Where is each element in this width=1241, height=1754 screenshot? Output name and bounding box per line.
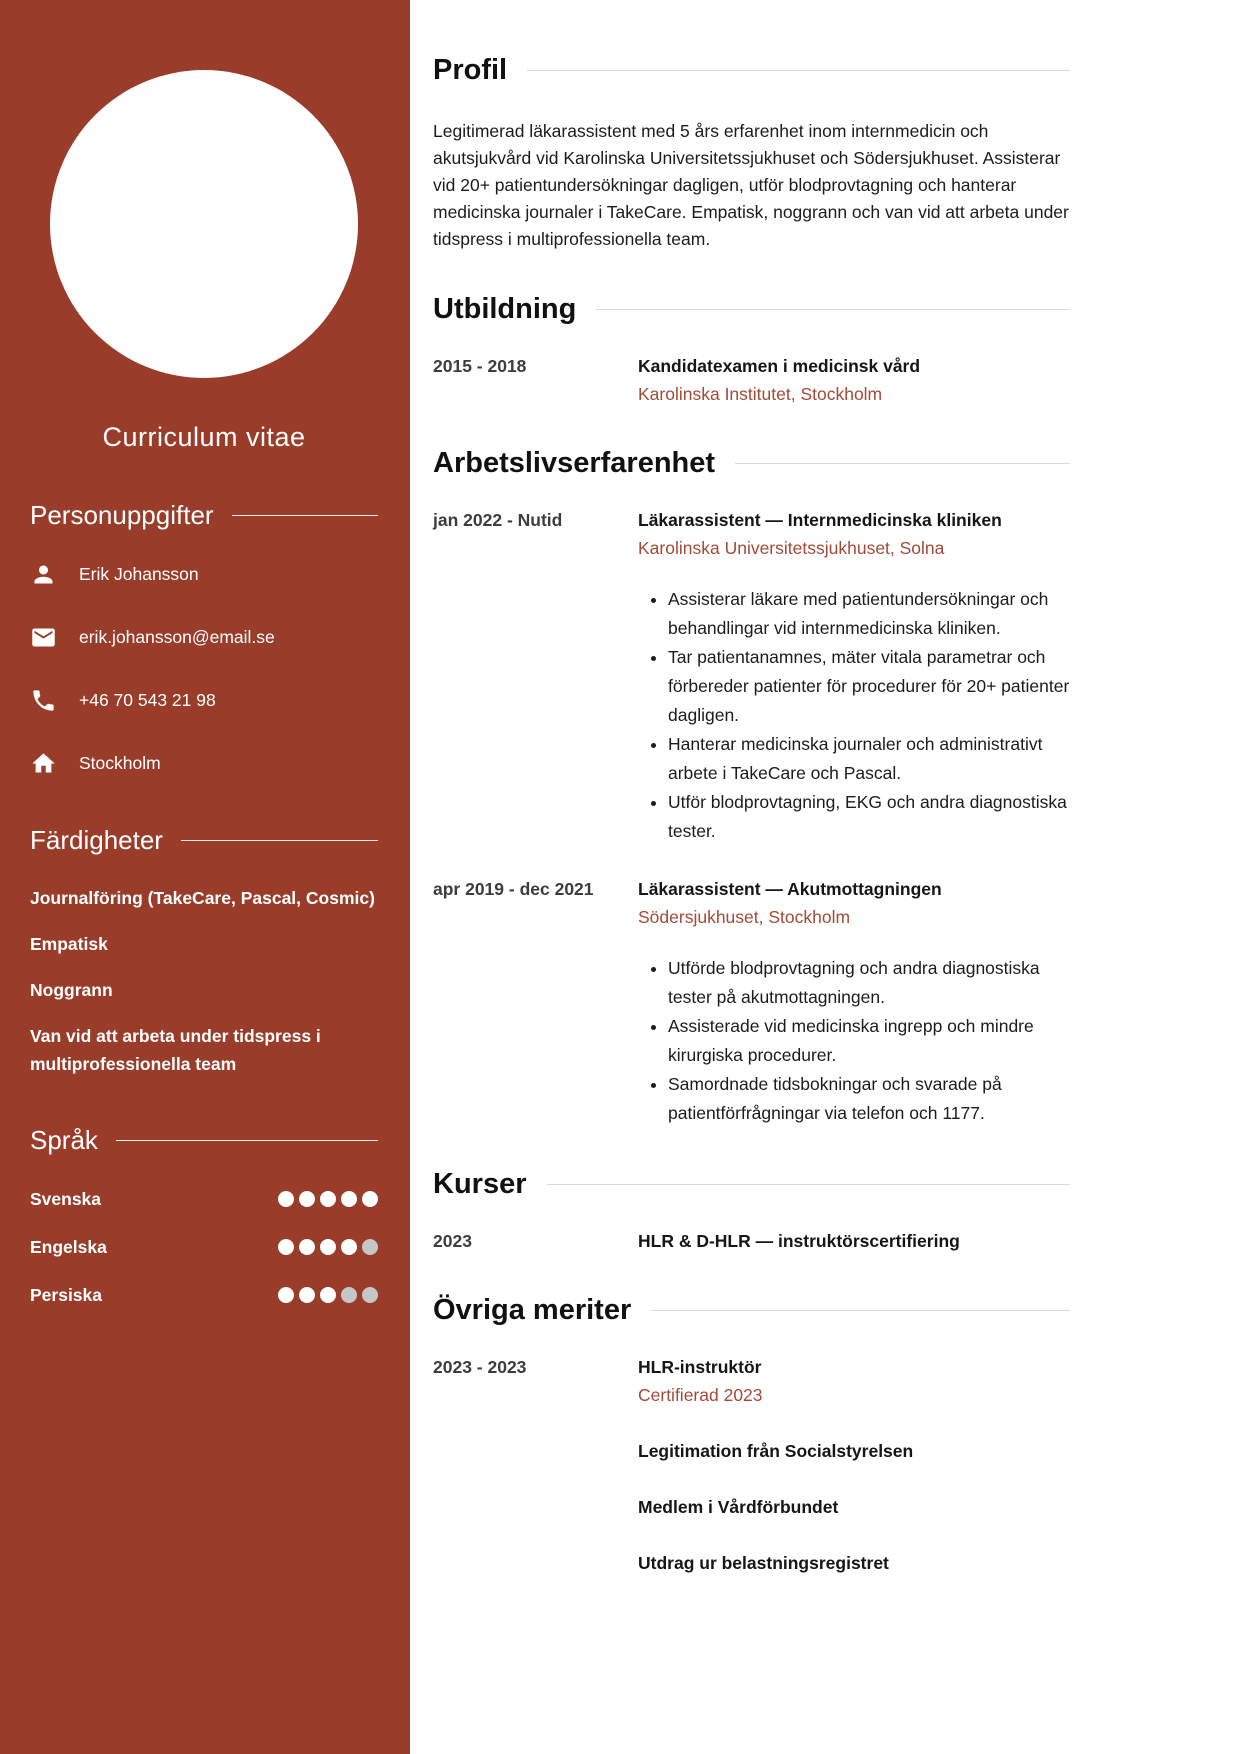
entry-body	[638, 353, 1070, 407]
home-icon	[30, 750, 57, 777]
entry-dates: 2023 - 2023	[433, 1357, 527, 1377]
skills-heading	[30, 822, 378, 858]
education-entry	[433, 353, 1070, 407]
language-name: Svenska	[30, 1188, 102, 1209]
entry-title: HLR & D-HLR — instruktörscertifiering	[638, 1231, 960, 1251]
other-merits-heading-label: Övriga meriter	[433, 1294, 632, 1326]
entry-title: Utdrag ur belastningsregistret	[638, 1553, 889, 1573]
entry-subtitle: Södersjukhuset, Stockholm	[638, 907, 851, 927]
person-icon	[30, 561, 57, 588]
entry-title: Läkarassistent — Akutmottagningen	[638, 879, 942, 899]
contact-list	[30, 559, 378, 778]
education-heading	[433, 291, 1070, 327]
bullet-item: • Samordnade tidsbokningar och svarade på patientförfrågningar via telefon och 1177.	[668, 1070, 1070, 1128]
entry-body	[638, 1550, 1070, 1576]
heading-rule	[527, 70, 1070, 71]
skill-item: Van vid att arbeta under tidspress i multiprofessionella team	[30, 1026, 321, 1074]
entry-title: Medlem i Vårdförbundet	[638, 1497, 839, 1517]
skill-item: Empatisk	[30, 934, 108, 954]
merit-entry	[433, 1494, 1070, 1520]
entry-body	[638, 507, 1070, 846]
education-heading-label: Utbildning	[433, 293, 577, 325]
language-level-dot-empty	[341, 1287, 357, 1303]
language-level-dot-filled	[341, 1191, 357, 1207]
entry-subtitle: Certifierad 2023	[638, 1385, 763, 1405]
entry-dates	[433, 1438, 638, 1464]
language-level-dot-filled	[341, 1239, 357, 1255]
entry-title: Legitimation från Socialstyrelsen	[638, 1441, 914, 1461]
section-education	[433, 291, 1070, 407]
courses-heading-label: Kurser	[433, 1168, 527, 1200]
heading-rule	[181, 840, 378, 841]
language-level-dot-filled	[299, 1239, 315, 1255]
language-level-dot-filled	[362, 1191, 378, 1207]
bullet-item: • Utförde blodprovtagning och andra diagnostiska tester på akutmottagningen.	[668, 954, 1070, 1012]
other-merits-heading	[433, 1292, 1070, 1328]
language-level-dot-filled	[320, 1287, 336, 1303]
entry-dates	[433, 1494, 638, 1520]
entry-dates: jan 2022 - Nutid	[433, 510, 563, 530]
languages-heading	[30, 1122, 378, 1158]
skill-item: Journalföring (TakeCare, Pascal, Cosmic)	[30, 888, 375, 908]
contact-name-text: Erik Johansson	[79, 563, 199, 584]
contact-location-text: Stockholm	[79, 752, 161, 773]
entry-body	[638, 1354, 1070, 1408]
section-courses	[433, 1166, 1070, 1254]
entry-body	[638, 1494, 1070, 1520]
entry-dates	[433, 1550, 638, 1576]
entry-title: HLR-instruktör	[638, 1357, 762, 1377]
merit-entry	[433, 1354, 1070, 1408]
phone-icon	[30, 687, 57, 714]
entry-bullets	[638, 585, 1070, 846]
entry-dates: apr 2019 - dec 2021	[433, 879, 594, 899]
merit-entry	[433, 1438, 1070, 1464]
profile-text: Legitimerad läkarassistent med 5 års erfarenhet inom internmedicin och akutsjukvård vid Karolinska Universitetssjukhuset och Södersjukhuset. Assisterar vid 20+ patientundersökningar dagligen, utför blodprovtagning och hanterar medicinska journaler i TakeCare. Empatisk, noggrann och van vid att arbeta under tidspress i multiprofessionella team.	[433, 121, 1069, 249]
experience-entry	[433, 507, 1070, 846]
section-profile	[433, 52, 1070, 253]
heading-rule	[596, 309, 1070, 310]
language-level-dot-empty	[362, 1287, 378, 1303]
heading-rule	[735, 463, 1070, 464]
personal-info-heading-label: Personuppgifter	[30, 500, 214, 530]
cv-title: Curriculum vitae	[102, 422, 306, 452]
experience-heading-label: Arbetslivserfarenhet	[433, 447, 716, 479]
sidebar	[0, 0, 410, 1754]
profile-heading-label: Profil	[433, 54, 508, 86]
contact-item-phone	[30, 685, 378, 715]
language-level-dot-filled	[320, 1191, 336, 1207]
languages-heading-label: Språk	[30, 1125, 98, 1155]
heading-rule	[116, 1140, 378, 1141]
personal-info-heading	[30, 497, 378, 533]
language-level-dot-empty	[362, 1239, 378, 1255]
contact-item-email	[30, 622, 378, 652]
mail-icon	[30, 624, 57, 651]
language-level-dots	[273, 1287, 378, 1303]
entry-title: Kandidatexamen i medicinsk vård	[638, 356, 921, 376]
heading-rule	[651, 1310, 1070, 1311]
language-level-dot-filled	[278, 1191, 294, 1207]
courses-heading	[433, 1166, 1070, 1202]
bullet-item: • Assisterade vid medicinska ingrepp och mindre kirurgiska procedurer.	[668, 1012, 1070, 1070]
language-row	[30, 1284, 378, 1306]
entry-dates: 2015 - 2018	[433, 356, 527, 376]
language-name: Persiska	[30, 1284, 103, 1305]
language-row	[30, 1236, 378, 1258]
section-experience	[433, 445, 1070, 1128]
contact-item-location	[30, 748, 378, 778]
language-name: Engelska	[30, 1236, 107, 1257]
entry-subtitle: Karolinska Universitetssjukhuset, Solna	[638, 538, 945, 558]
entry-body	[638, 876, 1070, 1128]
section-other-merits	[433, 1292, 1070, 1576]
photo-placeholder	[50, 70, 358, 378]
bullet-item: • Assisterar läkare med patientundersökningar och behandlingar vid internmedicinska kliniken.	[668, 585, 1070, 643]
experience-entry	[433, 876, 1070, 1128]
experience-heading	[433, 445, 1070, 481]
entry-body	[638, 1438, 1070, 1464]
languages-list	[30, 1188, 378, 1306]
entry-bullets	[638, 954, 1070, 1128]
heading-rule	[232, 515, 378, 516]
contact-email-text: erik.johansson@email.se	[79, 626, 275, 647]
entry-subtitle: Karolinska Institutet, Stockholm	[638, 384, 883, 404]
language-level-dot-filled	[278, 1287, 294, 1303]
entry-title: Läkarassistent — Internmedicinska kliniken	[638, 510, 1002, 530]
language-level-dots	[273, 1191, 378, 1207]
bullet-item: • Hanterar medicinska journaler och administrativt arbete i TakeCare och Pascal.	[668, 730, 1070, 788]
heading-rule	[547, 1184, 1071, 1185]
skills-heading-label: Färdigheter	[30, 825, 163, 855]
main-content	[410, 0, 1241, 1754]
entry-dates: 2023	[433, 1231, 472, 1251]
skills-list	[30, 884, 378, 1078]
profile-heading	[433, 52, 1070, 88]
language-level-dot-filled	[299, 1287, 315, 1303]
language-level-dot-filled	[299, 1191, 315, 1207]
language-level-dots	[273, 1239, 378, 1255]
course-entry	[433, 1228, 1070, 1254]
language-level-dot-filled	[278, 1239, 294, 1255]
bullet-item: • Tar patientanamnes, mäter vitala parametrar och förbereder patienter för procedurer för 20+ patienter dagligen.	[668, 643, 1070, 730]
contact-phone-text: +46 70 543 21 98	[79, 689, 216, 710]
contact-item-name	[30, 559, 378, 589]
skill-item: Noggrann	[30, 980, 113, 1000]
bullet-item: • Utför blodprovtagning, EKG och andra diagnostiska tester.	[668, 788, 1070, 846]
entry-body	[638, 1228, 1070, 1254]
language-level-dot-filled	[320, 1239, 336, 1255]
language-row	[30, 1188, 378, 1210]
merit-entry	[433, 1550, 1070, 1576]
